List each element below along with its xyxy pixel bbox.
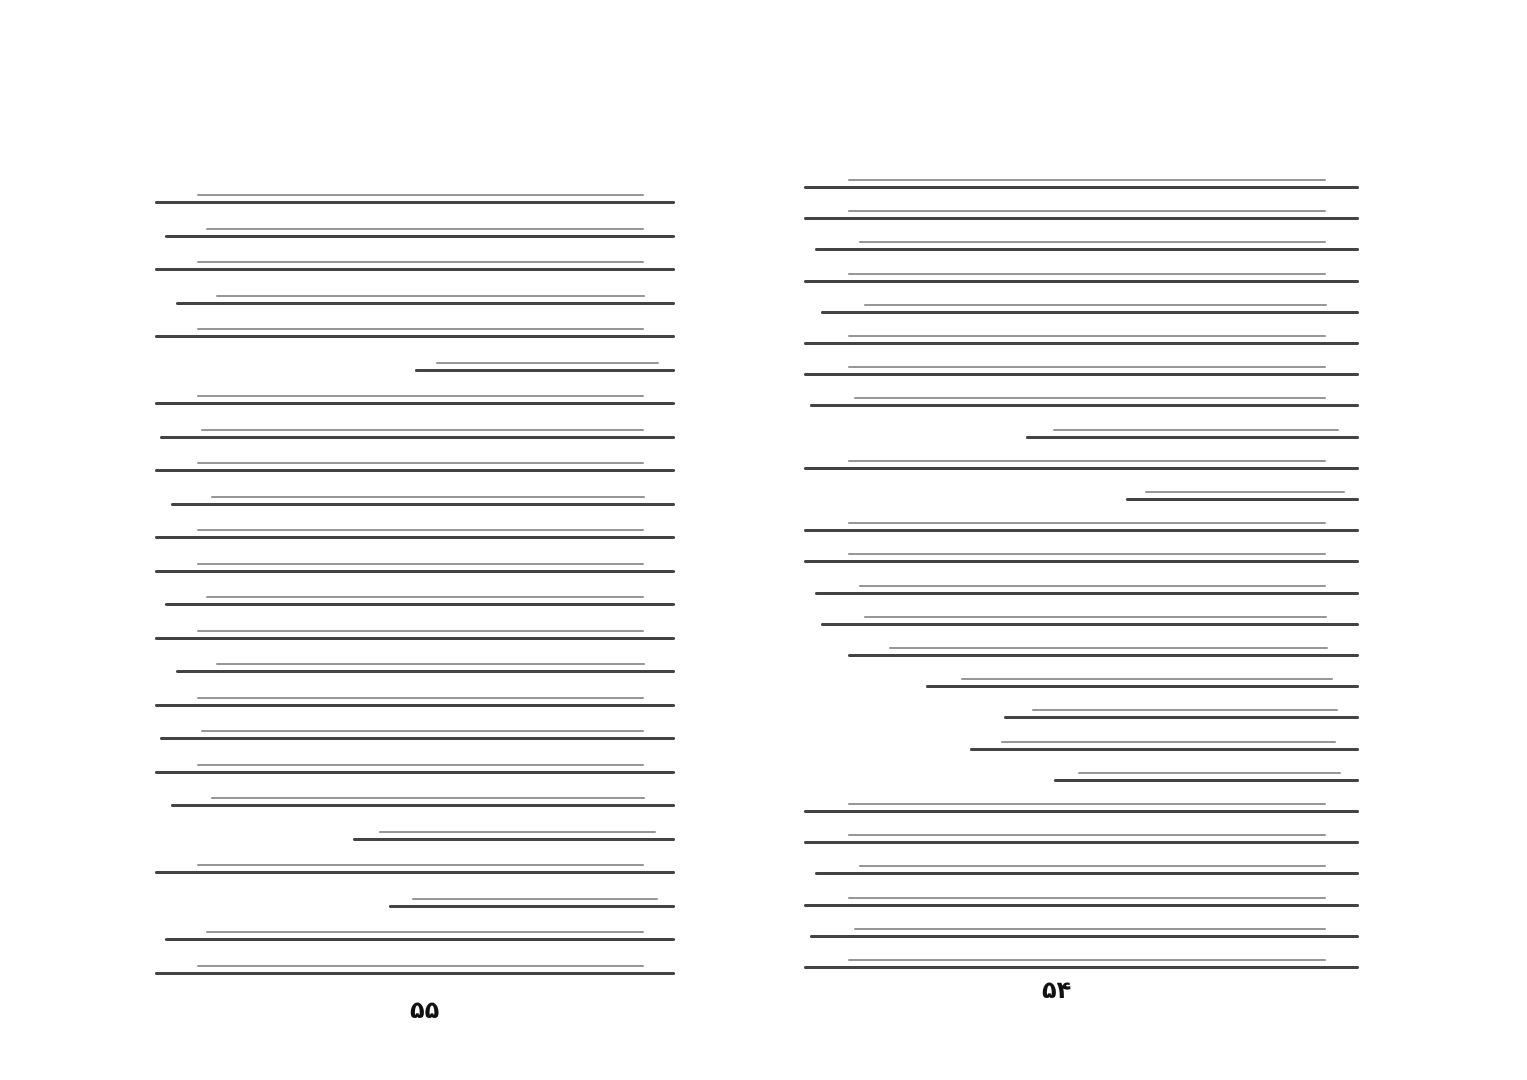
handwritten-line <box>176 670 675 673</box>
handwritten-line <box>815 248 1359 251</box>
handwritten-line <box>171 804 675 807</box>
handwritten-line <box>155 402 675 405</box>
handwritten-line <box>353 838 675 841</box>
handwritten-line <box>155 570 675 573</box>
handwritten-line <box>804 966 1359 969</box>
handwritten-line <box>155 771 675 774</box>
handwritten-line <box>176 302 675 305</box>
handwritten-line <box>926 685 1359 688</box>
handwritten-line <box>821 311 1359 314</box>
handwritten-line <box>165 603 675 606</box>
handwritten-line <box>815 592 1359 595</box>
handwritten-line <box>810 404 1359 407</box>
handwritten-line <box>804 373 1359 376</box>
handwritten-line <box>155 268 675 271</box>
handwritten-line <box>804 342 1359 345</box>
handwritten-line <box>804 841 1359 844</box>
handwritten-line <box>815 872 1359 875</box>
right-page <box>764 0 1527 1080</box>
handwritten-line <box>804 467 1359 470</box>
left-page-number: ۵۵ <box>410 996 440 1024</box>
handwritten-line <box>804 529 1359 532</box>
handwritten-line <box>155 972 675 975</box>
handwritten-line <box>970 748 1359 751</box>
handwritten-line <box>804 217 1359 220</box>
handwritten-line <box>804 904 1359 907</box>
handwritten-line <box>1004 716 1359 719</box>
handwritten-line <box>155 637 675 640</box>
handwritten-line <box>1054 779 1359 782</box>
handwritten-line <box>389 905 675 908</box>
right-page-number: ۵۴ <box>1042 976 1072 1004</box>
handwritten-line <box>160 737 675 740</box>
handwritten-line <box>804 810 1359 813</box>
handwritten-line <box>155 704 675 707</box>
left-page <box>0 0 763 1080</box>
handwritten-line <box>155 871 675 874</box>
handwritten-line <box>165 938 675 941</box>
handwritten-line <box>848 654 1359 657</box>
handwritten-line <box>810 935 1359 938</box>
handwritten-line <box>155 201 675 204</box>
handwritten-line <box>165 235 675 238</box>
handwritten-line <box>171 503 675 506</box>
handwritten-line <box>155 335 675 338</box>
handwritten-line <box>804 186 1359 189</box>
handwritten-line <box>155 536 675 539</box>
handwritten-line <box>415 369 675 372</box>
handwritten-line <box>821 623 1359 626</box>
handwritten-line <box>804 560 1359 563</box>
handwritten-line <box>160 436 675 439</box>
handwritten-line <box>155 469 675 472</box>
handwritten-line <box>1126 498 1359 501</box>
handwritten-line <box>804 280 1359 283</box>
handwritten-line <box>1026 436 1359 439</box>
